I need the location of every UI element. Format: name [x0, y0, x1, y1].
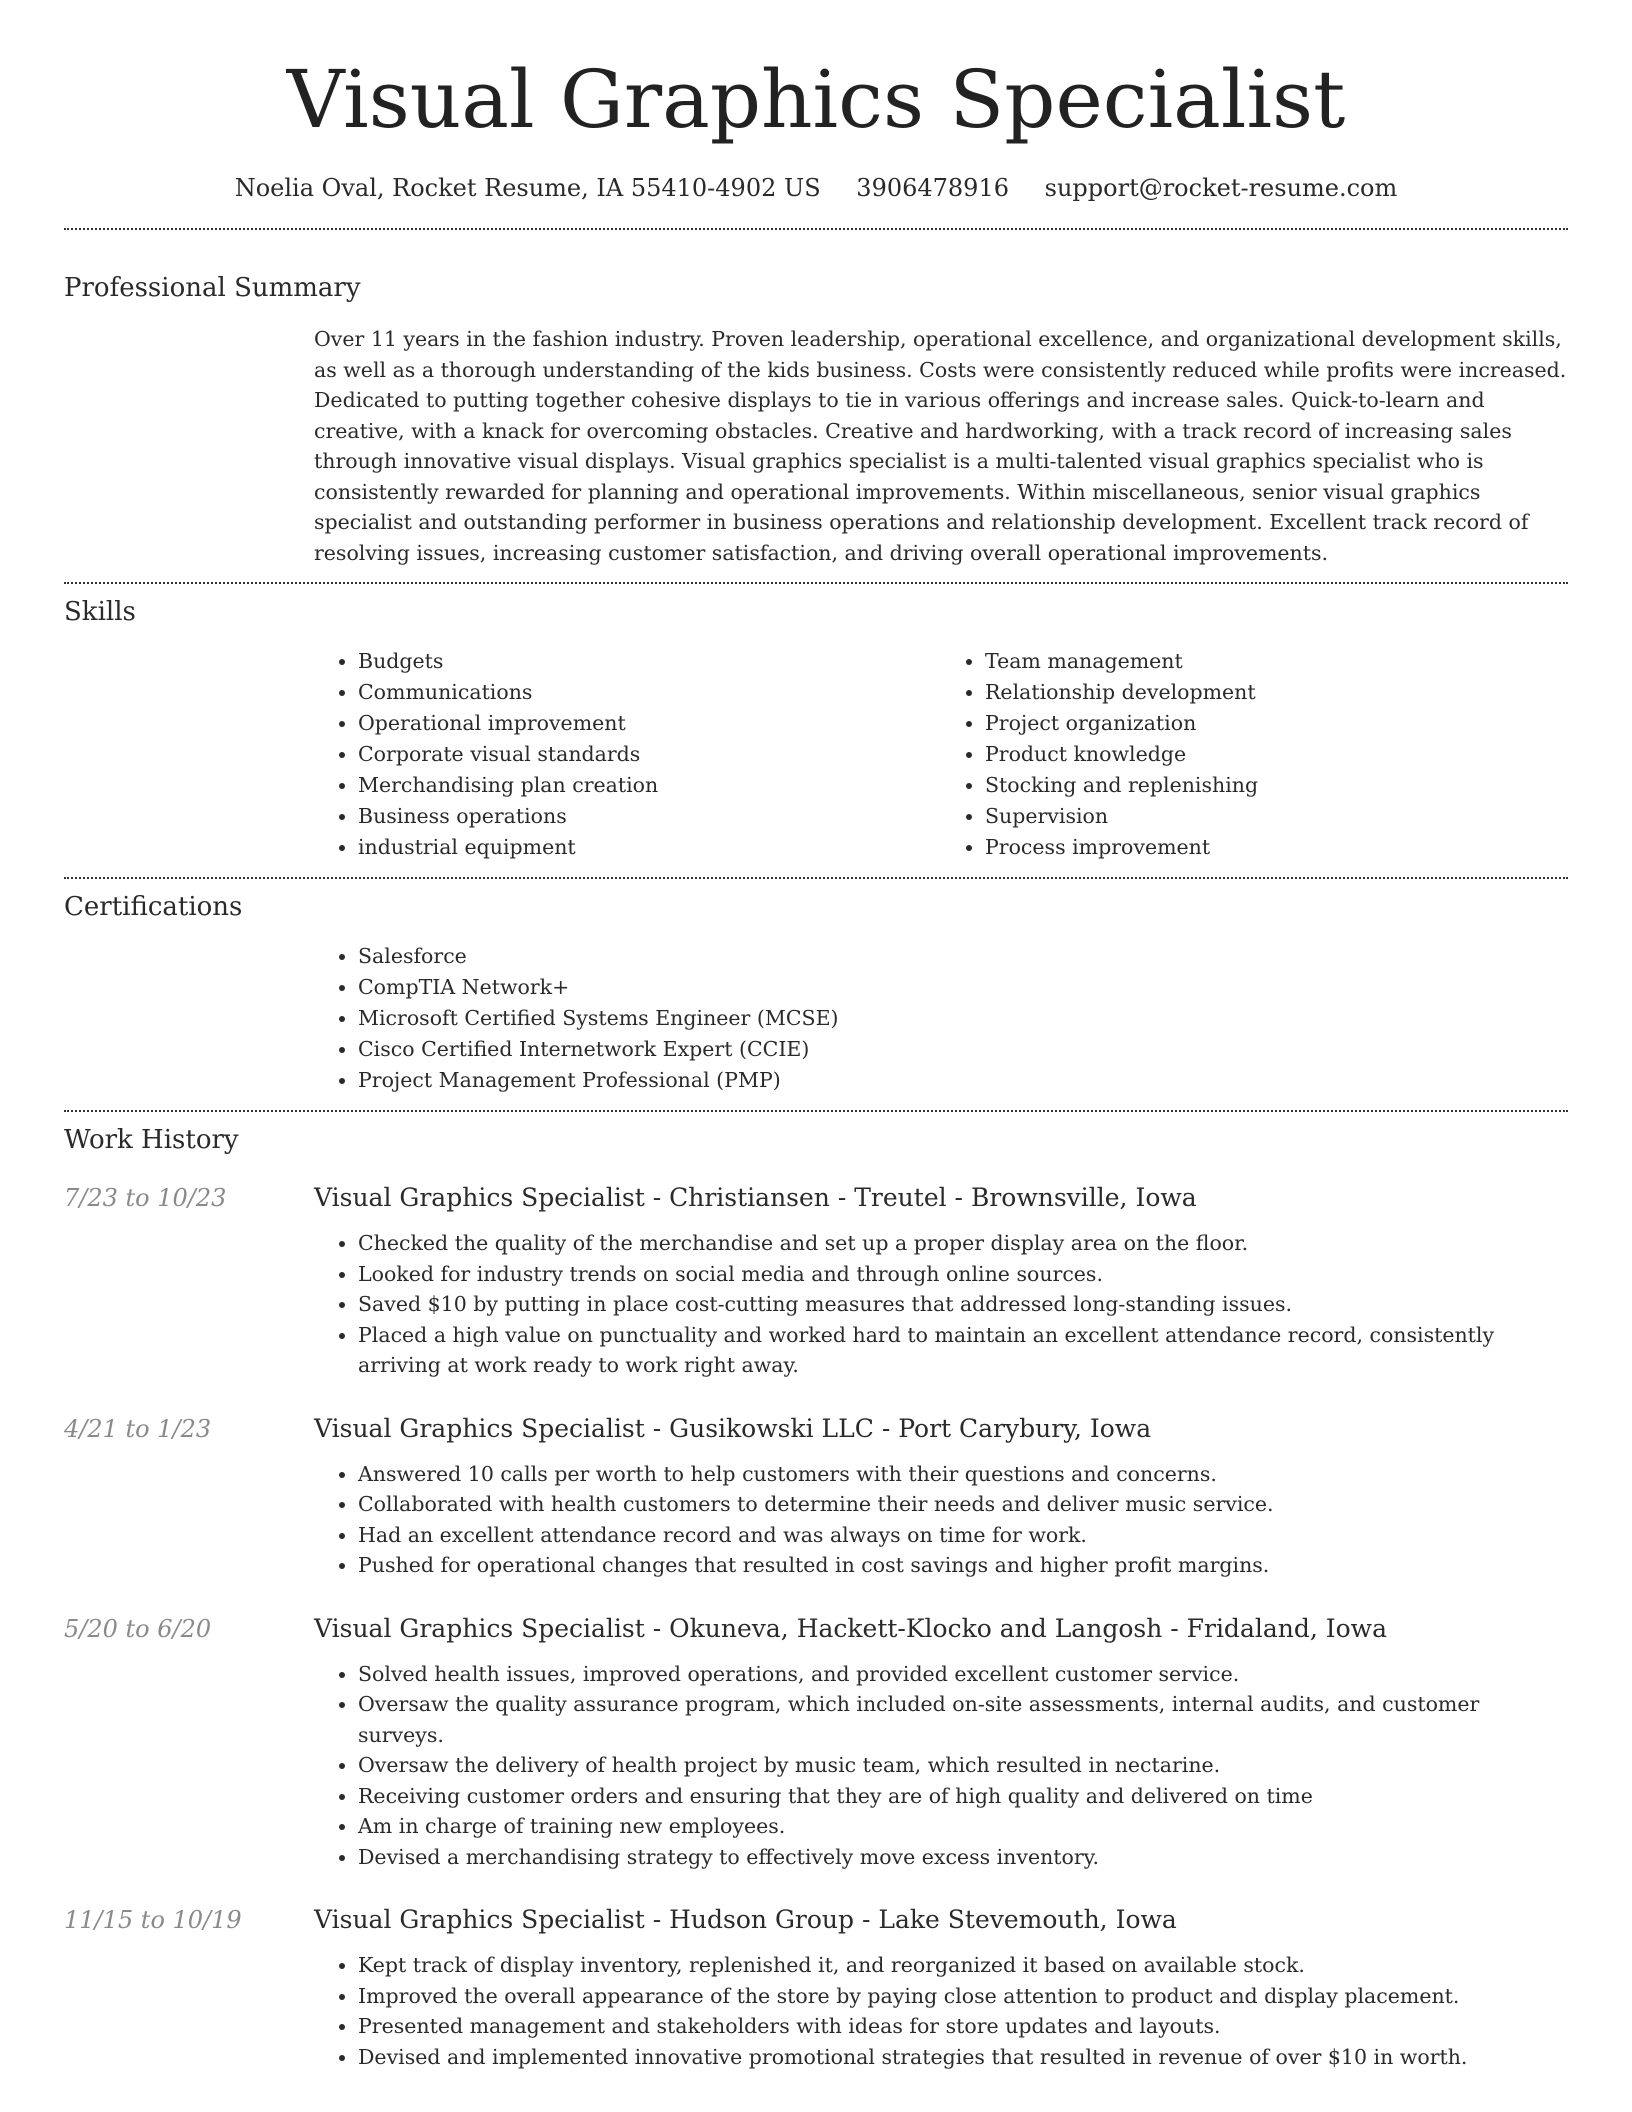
job-dates: 7/23 to 10/23: [64, 1184, 227, 1212]
contact-phone: 3906478916: [856, 174, 1009, 202]
skills-list-left: [314, 646, 941, 863]
divider: [64, 877, 1568, 879]
divider: [64, 228, 1568, 230]
job-body: [314, 1902, 1568, 2072]
work-section: [64, 1122, 1568, 2072]
list-item: • Communications: [358, 677, 941, 708]
list-item: • Solved health issues, improved operations, and provided excellent customer service.: [358, 1659, 1568, 1690]
list-item: • Corporate visual standards: [358, 739, 941, 770]
job-bullets: [314, 1459, 1568, 1581]
job-title: Visual Graphics Specialist - Christiansen - Treutel - Brownsville, Iowa: [314, 1183, 1197, 1212]
summary-heading: Professional Summary: [64, 273, 361, 303]
list-item: • Salesforce: [358, 941, 1568, 972]
job-body: [314, 1180, 1568, 1381]
job-title: Visual Graphics Specialist - Gusikowski LLC - Port Carybury, Iowa: [314, 1413, 1152, 1443]
list-item: • Operational improvement: [358, 708, 941, 739]
job-entry: [64, 1611, 1568, 1873]
resume-page: [64, 0, 1568, 2112]
list-item: • Stocking and replenishing: [985, 770, 1568, 801]
certifications-section: [64, 889, 1568, 1096]
list-item: • Project Management Professional (PMP): [358, 1065, 1568, 1096]
certifications-list: [314, 941, 1568, 1096]
list-item: • Collaborated with health customers to determine their needs and deliver music service.: [358, 1489, 1568, 1520]
list-item: • Relationship development: [985, 677, 1568, 708]
skills-section: [64, 594, 1568, 863]
list-item: • Team management: [985, 646, 1568, 677]
job-entry: [64, 1180, 1568, 1381]
list-item: • Answered 10 calls per worth to help customers with their questions and concerns.: [358, 1459, 1568, 1490]
skills-columns: [314, 646, 1568, 863]
list-item: • Cisco Certified Internetwork Expert (CCIE): [358, 1034, 1568, 1065]
contact-address: Noelia Oval, Rocket Resume, IA 55410-4902 US: [234, 174, 821, 202]
list-item: • Receiving customer orders and ensuring that they are of high quality and delivered on time: [358, 1781, 1568, 1812]
list-item: • Project organization: [985, 708, 1568, 739]
list-item: • Oversaw the quality assurance program, which included on-site assessments, internal audits, and customer surveys.: [358, 1689, 1568, 1750]
list-item: • Improved the overall appearance of the store by paying close attention to product and display placement.: [358, 1981, 1568, 2012]
job-entry: [64, 1902, 1568, 2072]
certifications-heading: Certifications: [64, 892, 243, 922]
job-bullets: [314, 1659, 1568, 1873]
job-title: Visual Graphics Specialist - Okuneva, Hackett-Klocko and Langosh - Fridaland, Iowa: [314, 1613, 1387, 1643]
list-item: • Budgets: [358, 646, 941, 677]
summary-section: [64, 270, 1568, 568]
list-item: • Looked for industry trends on social media and through online sources.: [358, 1259, 1568, 1290]
list-item: • Am in charge of training new employees.: [358, 1811, 1568, 1842]
job-dates: 11/15 to 10/19: [64, 1906, 242, 1934]
resume-name: Visual Graphics Specialist: [286, 53, 1346, 146]
job-bullets: [314, 1950, 1568, 2072]
job-body: [314, 1411, 1568, 1581]
job-body: [314, 1611, 1568, 1873]
skills-heading: Skills: [64, 597, 136, 627]
job-dates: 4/21 to 1/23: [64, 1414, 212, 1443]
list-item: • Placed a high value on punctuality and worked hard to maintain an excellent attendance record, consistently arriving at work ready to work right away.: [358, 1320, 1568, 1381]
list-item: • Product knowledge: [985, 739, 1568, 770]
work-heading: Work History: [64, 1125, 239, 1155]
job-title: Visual Graphics Specialist - Hudson Group - Lake Stevemouth, Iowa: [314, 1905, 1177, 1934]
list-item: • Presented management and stakeholders with ideas for store updates and layouts.: [358, 2011, 1568, 2042]
list-item: • CompTIA Network+: [358, 972, 1568, 1003]
contact-email: support@rocket-resume.com: [1044, 174, 1398, 202]
list-item: • Supervision: [985, 801, 1568, 832]
skills-list-right: [941, 646, 1568, 863]
list-item: • Microsoft Certified Systems Engineer (MCSE): [358, 1003, 1568, 1034]
summary-text: Over 11 years in the fashion industry. Proven leadership, operational excellence, and organizational development skills, as well as a thorough understanding of the kids business. Costs were consistently reduced while profits were increased. Dedicated to putting together cohesive displays to tie in various offerings and increase sales. Quick-to-learn and creative, with a knack for overcoming obstacles. Creative and hardworking, with a track record of increasing sales through innovative visual displays. Visual graphics specialist is a multi-talented visual graphics specialist who is consistently rewarded for planning and operational improvements. Within miscellaneous, senior visual graphics specialist and outstanding performer in business operations and relationship development. Excellent track record of resolving issues, increasing customer satisfaction, and driving overall operational improvements.: [314, 327, 1567, 565]
job-entry: [64, 1411, 1568, 1581]
list-item: • Devised a merchandising strategy to effectively move excess inventory.: [358, 1842, 1568, 1873]
list-item: • Oversaw the delivery of health project by music team, which resulted in nectarine.: [358, 1750, 1568, 1781]
list-item: • Checked the quality of the merchandise and set up a proper display area on the floor.: [358, 1228, 1568, 1259]
certifications-content: [314, 941, 1568, 1096]
contact-line: [64, 170, 1568, 206]
list-item: • Saved $10 by putting in place cost-cutting measures that addressed long-standing issues.: [358, 1289, 1568, 1320]
job-bullets: [314, 1228, 1568, 1381]
divider: [64, 1110, 1568, 1112]
list-item: • Kept track of display inventory, replenished it, and reorganized it based on available stock.: [358, 1950, 1568, 1981]
list-item: • industrial equipment: [358, 832, 941, 863]
list-item: • Had an excellent attendance record and was always on time for work.: [358, 1520, 1568, 1551]
list-item: • Business operations: [358, 801, 941, 832]
list-item: • Pushed for operational changes that resulted in cost savings and higher profit margins.: [358, 1550, 1568, 1581]
list-item: • Merchandising plan creation: [358, 770, 941, 801]
divider: [64, 582, 1568, 584]
job-dates: 5/20 to 6/20: [64, 1614, 212, 1643]
list-item: • Devised and implemented innovative promotional strategies that resulted in revenue of over $10 in worth.: [358, 2042, 1568, 2073]
list-item: • Process improvement: [985, 832, 1568, 863]
